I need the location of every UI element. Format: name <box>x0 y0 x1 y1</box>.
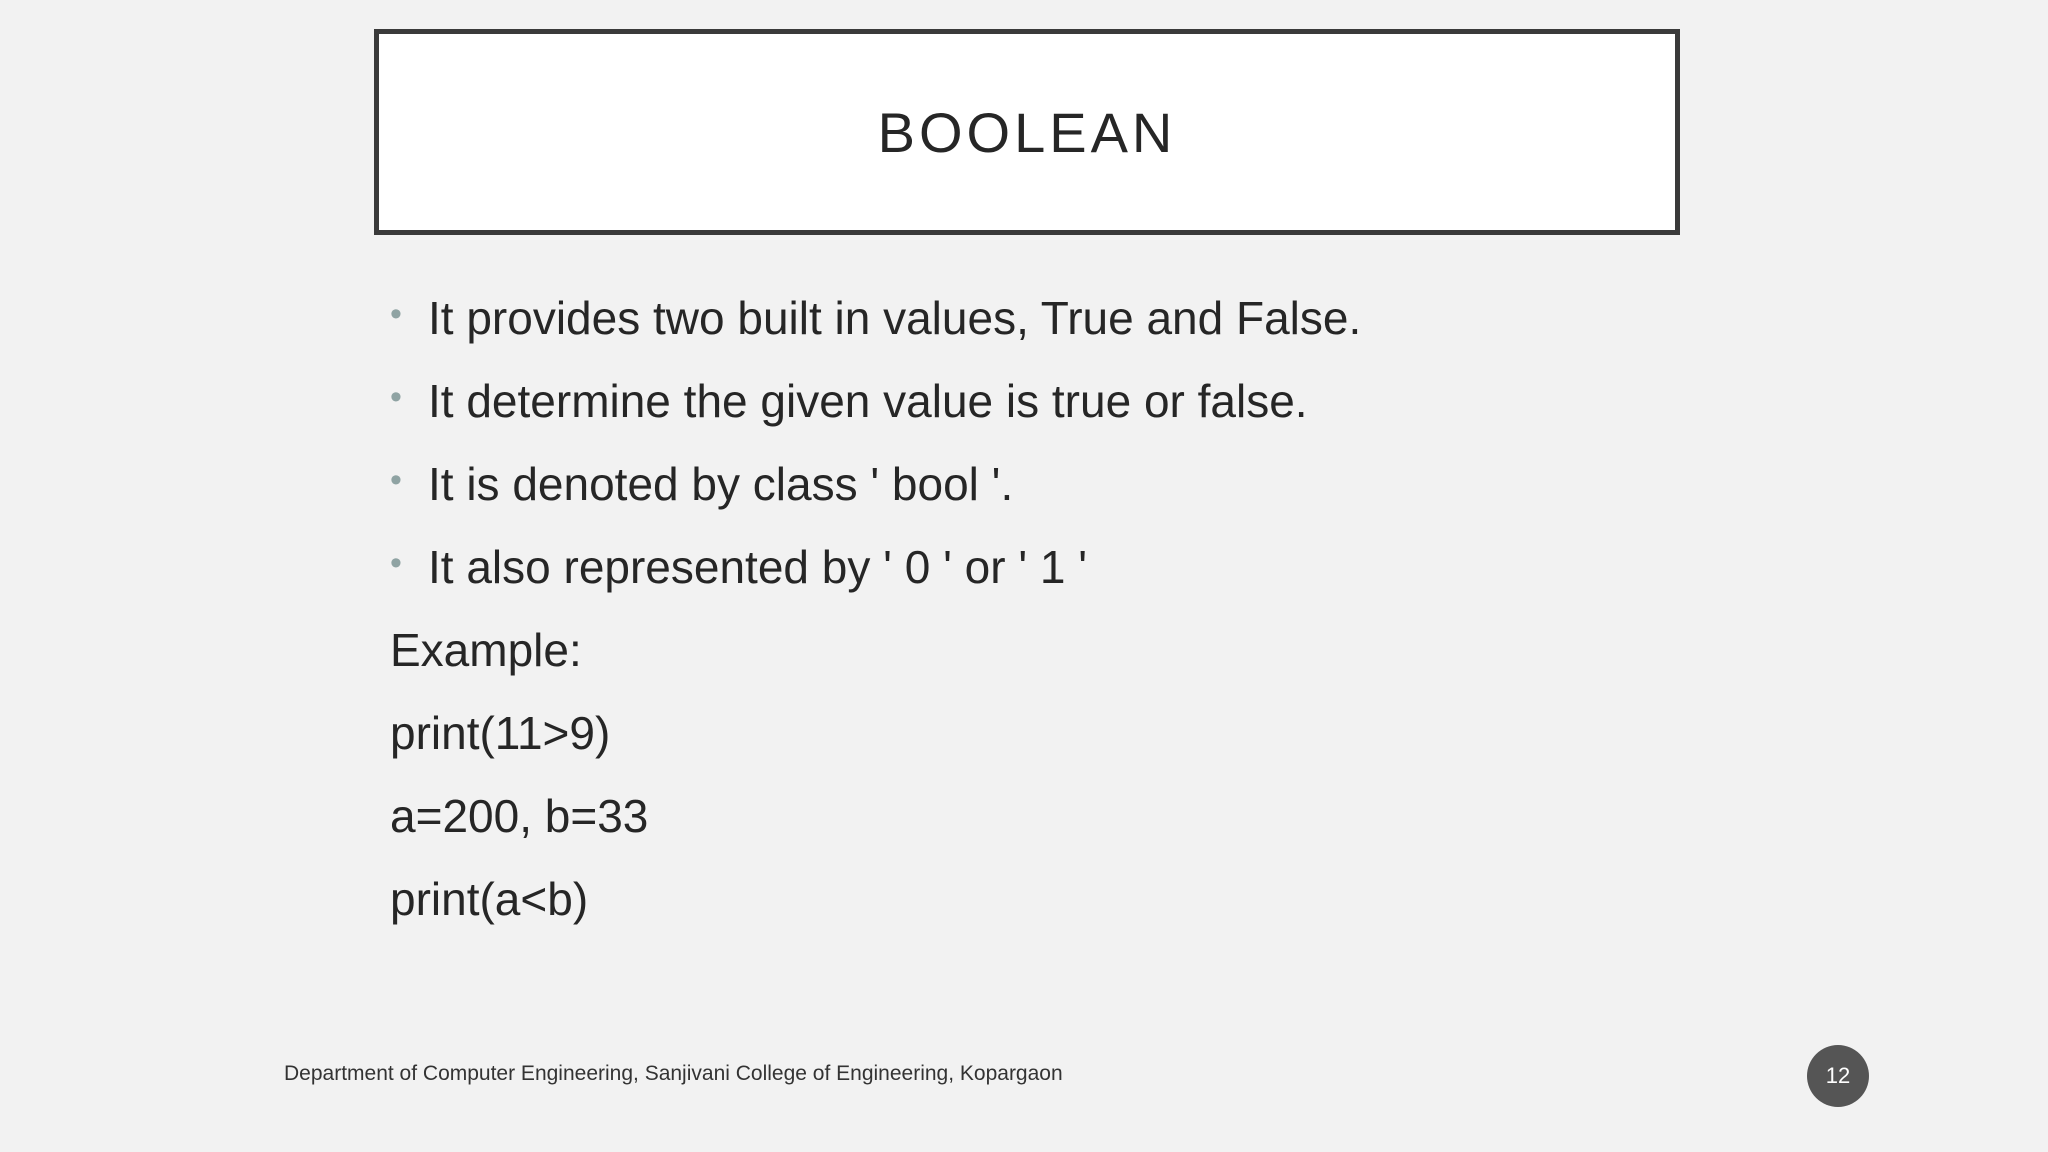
bullet-dot-icon: • <box>390 544 402 582</box>
code-line: print(11>9) <box>390 707 611 759</box>
code-line: a=200, b=33 <box>390 790 649 842</box>
bullet-item <box>390 278 1890 361</box>
footer-text: Department of Computer Engineering, Sanjivani College of Engineering, Kopargaon <box>284 1062 1063 1085</box>
bullet-dot-icon: • <box>390 378 402 416</box>
bullet-dot-icon: • <box>390 295 402 333</box>
bullet-text: It determine the given value is true or false. <box>428 375 1308 427</box>
bullet-item <box>390 527 1890 610</box>
bullet-item <box>390 361 1890 444</box>
bullet-item <box>390 444 1890 527</box>
bullet-dot-icon: • <box>390 461 402 499</box>
slide-title: BOOLEAN <box>877 100 1177 164</box>
title-box <box>374 29 1680 235</box>
example-heading: Example: <box>390 624 582 676</box>
bullet-text: It also represented by ' 0 ' or ' 1 ' <box>428 541 1088 593</box>
slide-body <box>390 278 1890 942</box>
code-line: print(a<b) <box>390 873 589 925</box>
bullet-text: It is denoted by class ' bool '. <box>428 458 1014 510</box>
bullet-text: It provides two built in values, True and False. <box>428 292 1362 344</box>
page-number-badge <box>1807 1045 1869 1107</box>
page-number: 12 <box>1825 1063 1851 1088</box>
